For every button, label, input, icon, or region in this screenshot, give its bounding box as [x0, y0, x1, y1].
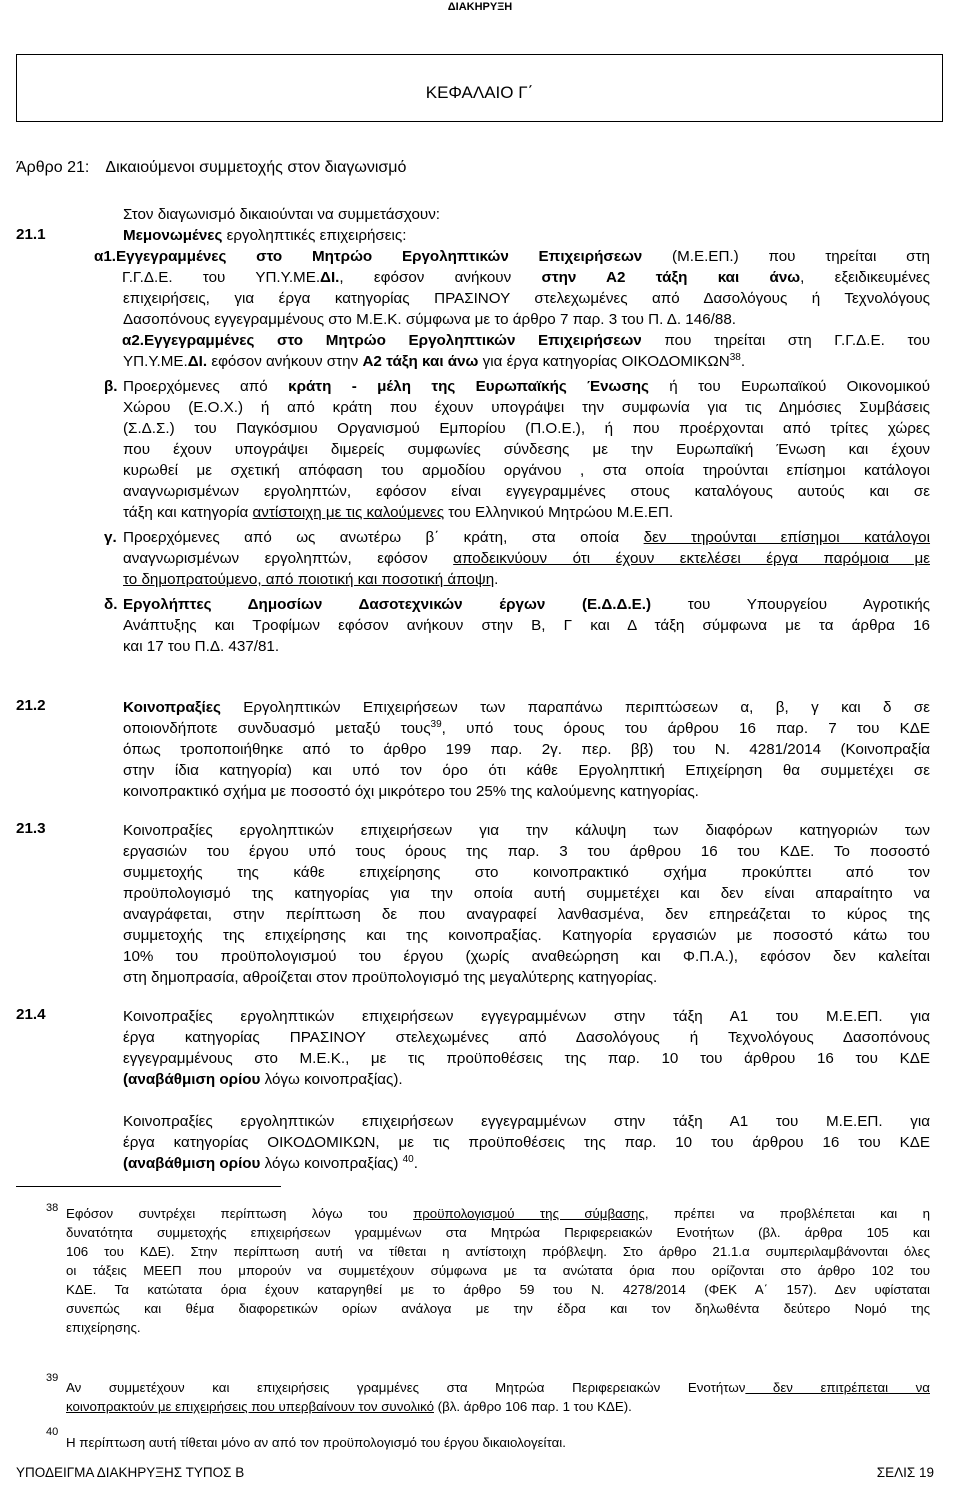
- s213-line1: Κοινοπραξίες εργοληπτικών επιχειρήσεων για την κάλυψη των διαφόρων κατηγοριών των: [123, 822, 930, 839]
- s213-line5: αναγράφεται, στην περίπτωση δε που αναγραφεί λανθασμένα, δεν επηρεάζεται το κύρος της: [123, 906, 930, 923]
- s211-a2-line2: ΥΠ.Υ.ΜΕ.ΔΙ. εφόσον ανήκουν στην Α2 τάξη και άνω για έργα κατηγορίας ΟΙΚΟΔΟΜΙΚΩΝ$^{38}$.: [123, 351, 746, 370]
- footnote-separator: [16, 1186, 281, 1187]
- s214-p1-line1: Κοινοπραξίες εργοληπτικών επιχειρήσεων εγγεγραμμένων στην τάξη Α1 του Μ.Ε.ΕΠ. για: [123, 1008, 930, 1025]
- s214-p2-line2: έργα κατηγορίας ΟΙΚΟΔΟΜΙΚΩΝ, με τις προϋποθέσεις της παρ. 10 του άρθρου 16 του ΚΔΕ: [123, 1134, 930, 1151]
- s213-line6: συμμετοχής της επιχείρησης και της κοινοπραξίας. Κατηγορία εργασιών με ποσοστό κάτω του: [123, 927, 930, 944]
- footnote-40: [66, 1433, 930, 1452]
- article-heading: [16, 159, 406, 177]
- article-number: Άρθρο 21:: [16, 159, 90, 176]
- chapter-box: [16, 54, 943, 122]
- f38-line3: 106 του ΚΔΕ). Στην περίπτωση αυτή να τίθεται η αντίστοιχη πρόβλεψη. Στο άρθρο 21.1.α συμπεριλαμβάνονται όλες: [66, 1244, 930, 1259]
- f39-line1: Αν συμμετέχουν και επιχειρήσεις γραμμένες στα Μητρώα Περιφερειακών Ενοτήτων δεν επιτρέπεται να: [66, 1380, 930, 1395]
- f39-line2: κοινοπρακτούν με επιχειρήσεις που υπερβαίνουν τον συνολικό (βλ. άρθρο 106 παρ. 1 του ΚΔΕ).: [66, 1399, 632, 1414]
- s212-line3: όπως τροποποιήθηκε από το άρθρο 199 παρ. 2γ. περ. ββ) του Ν. 4281/2014 (Κοινοπραξία: [123, 741, 930, 758]
- s211-a1-line2: Γ.Γ.Δ.Ε. του ΥΠ.Υ.ΜΕ.ΔΙ., εφόσον ανήκουν στην Α2 τάξη και άνω, εξειδικευμένες: [122, 269, 931, 286]
- section-21-1-rest: [104, 351, 931, 657]
- s214-p2-line3: (αναβάθμιση ορίου λόγω κοινοπραξίας) $^{40}$.: [123, 1153, 418, 1172]
- s213-line2: εργασιών του έργου υπό τους όρους της παρ. 3 του άρθρου 16 του ΚΔΕ. Το ποσοστό: [123, 843, 930, 860]
- section-number-21-2: 21.2: [16, 697, 46, 714]
- s211-g-line2: αναγνωρισμένων εργοληπτών, εφόσον αποδεικνύουν ότι έχουν εκτελέσει έργα παρόμοια με: [123, 550, 930, 567]
- page-number: ΣΕΛΙΣ 19: [876, 1465, 934, 1480]
- section-21-1-a2: [122, 330, 930, 351]
- section-number-21-4: 21.4: [16, 1006, 46, 1023]
- footnote-39: [66, 1378, 930, 1416]
- s211-a2-line1: α2.Εγγεγραμμένες στο Μητρώο Εργοληπτικών Επιχειρήσεων που τηρείται στη Γ.Γ.Δ.Ε. του: [122, 332, 930, 349]
- s212-line4: στην ίδια κατηγορία) και υπό τον όρο ότι κάθε Εργοληπτική Επιχείρηση θα συμμετέχει σε: [123, 762, 930, 779]
- s211-a1-line3: επιχειρήσεις, για έργα κατηγορίας ΠΡΑΣΙΝΟΥ στελεχωμένες από Δασολόγους ή Τεχνολόγους: [123, 290, 930, 307]
- s213-line7: 10% του προϋπολογισμού του έργου (χωρίς αναθεώρηση και Φ.Π.Α.), εφόσον δεν καλείται: [123, 948, 930, 965]
- s212-line5: κοινοπρακτικό σχήμα με ποσοστό όχι μικρότερο του 25% της καλούμενης κατηγορίας.: [123, 783, 699, 800]
- f38-line5: ΚΔΕ. Τα κατώτατα όρια έχουν καταργηθεί με το άρθρο 59 του Ν. 4278/2014 (ΦΕΚ Α΄ 157). Δεν υφίσταται: [66, 1282, 930, 1297]
- chapter-title: ΚΕΦΑΛΑΙΟ Γ΄: [425, 83, 534, 102]
- s214-p1-line2: έργα κατηγορίας ΠΡΑΣΙΝΟΥ στελεχωμένες από Δασολόγους ή Τεχνολόγους Δασοπόνους: [123, 1029, 930, 1046]
- section-21-3: [123, 820, 930, 988]
- s214-p1-line4: (αναβάθμιση ορίου λόγω κοινοπραξίας).: [123, 1071, 403, 1088]
- document-header: ΔΙΑΚΗΡΥΞΗ: [447, 1, 513, 13]
- section-21-2: [123, 697, 930, 802]
- f38-line7: επιχείρησης.: [66, 1320, 141, 1335]
- s212-line2: οποιονδήποτε συνδυασμό μεταξύ τους$^{39}$, υπό τους όρους του άρθρου 16 παρ. 7 του ΚΔΕ: [123, 718, 930, 737]
- section-21-1: [94, 204, 931, 330]
- s214-p2-line1: Κοινοπραξίες εργοληπτικών επιχειρήσεων εγγεγραμμένων στην τάξη Α1 του Μ.Ε.ΕΠ. για: [123, 1113, 930, 1130]
- footnote-38-number: 38: [46, 1202, 59, 1214]
- f38-line1: Εφόσον συντρέχει περίπτωση λόγω του προϋπολογισμού της σύμβασης, πρέπει να προβλέπεται και η: [66, 1206, 930, 1221]
- s214-p1-line3: εγγεγραμμένους στο Μ.Ε.Κ., με τις προϋποθέσεις της παρ. 10 του άρθρου 16 του ΚΔΕ: [123, 1050, 930, 1067]
- footnote-39-number: 39: [46, 1372, 59, 1384]
- s211-b-line5: κυρωθεί με σχετική απόφαση του αρμοδίου οργάνου , στα οποία τηρούνται επίσημοι κατάλογοι: [123, 462, 930, 479]
- section-number-21-1: 21.1: [16, 226, 46, 243]
- f40-line1: Η περίπτωση αυτή τίθεται μόνο αν από τον προϋπολογισμό του έργου δικαιολογείται.: [66, 1435, 566, 1450]
- s211-b-line1: β. Προερχόμενες από κράτη - μέλη της Ευρωπαϊκής Ένωσης ή του Ευρωπαϊκού Οικονομικού: [104, 378, 930, 395]
- s212-line1: Κοινοπραξίες Εργοληπτικών Επιχειρήσεων των παραπάνω περιπτώσεων α, β, γ και δ σε: [123, 699, 930, 716]
- s211-d-line1: δ. Εργολήπτες Δημοσίων Δασοτεχνικών έργων (Ε.Δ.Δ.Ε.) του Υπουργείου Αγροτικής: [104, 596, 930, 613]
- s211-b-line2: Χώρου (Ε.Ο.Χ.) ή από κράτη που έχουν υπογράψει την συμφωνία για τις Δημόσιες Συμβάσεις: [123, 399, 930, 416]
- s213-line3: συμμετοχής της κάθε επιχείρησης στο κοινοπρακτικό σχήμα προκύπτει από τον: [123, 864, 930, 881]
- s211-a1-line1: α1.Εγγεγραμμένες στο Μητρώο Εργοληπτικών Επιχειρήσεων (Μ.Ε.ΕΠ.) που τηρείται στη: [94, 248, 930, 265]
- f38-line4: οι τάξεις ΜΕΕΠ που μπορούν να συμμετέχουν σύμφωνα με τα ανώτατα όρια που ορίζονται στο άρθρο 102 του: [66, 1263, 930, 1278]
- s211-b-line7: τάξη και κατηγορία αντίστοιχη με τις καλούμενες του Ελληνικού Μητρώου Μ.Ε.ΕΠ.: [123, 504, 674, 521]
- section-number-21-3: 21.3: [16, 820, 46, 837]
- s211-b-line3: (Σ.Δ.Σ.) του Παγκόσμιου Οργανισμού Εμπορίου (Π.Ο.Ε.), ή που προέρχονται από τρίτες χώρες: [123, 420, 930, 437]
- s211-d-line3: και 17 του Π.Δ. 437/81.: [123, 638, 280, 655]
- s213-line4: προϋπολογισμό της κατηγορίας για την οποία αυτή συμμετέχει και δεν είναι απαραίτητο να: [123, 885, 930, 902]
- s211-g-line1: γ. Προερχόμενες από ως ανωτέρω β΄ κράτη, στα οποία δεν τηρούνται επίσημοι κατάλογοι: [104, 529, 931, 546]
- s211-b-line6: αναγνωρισμένων εργοληπτών, εφόσον είναι εγγεγραμμένες στους καταλόγους αυτούς και σε: [123, 483, 930, 500]
- footnote-38: [66, 1204, 930, 1337]
- footnote-40-number: 40: [46, 1426, 59, 1438]
- f38-line6: συνεπώς και θέμα διαφορετικών ορίων ανάλογα με την έδρα και τον δηλωθέντα δεύτερο Νομό της: [66, 1301, 930, 1316]
- section-21-4: [123, 1006, 930, 1174]
- article-title: Δικαιούμενοι συμμετοχής στον διαγωνισμό: [105, 159, 407, 176]
- s211-d-line2: Ανάπτυξης και Τροφίμων εφόσον ανήκουν στην Β, Γ και Δ τάξη σύμφωνα με τα άρθρα 16: [123, 617, 930, 634]
- s211-a1-line4: Δασοπόνους εγγεγραμμένους στο Μ.Ε.Κ. σύμφωνα με το άρθρο 7 παρ. 3 του Π. Δ. 146/88.: [123, 311, 736, 328]
- footer-left: ΥΠΟΔΕΙΓΜΑ ΔΙΑΚΗΡΥΞΗΣ ΤΥΠΟΣ Β: [16, 1465, 245, 1480]
- s211-intro: Στον διαγωνισμό δικαιούνται να συμμετάσχουν:: [123, 206, 441, 223]
- s211-b-line4: που έχουν υπογράψει διμερείς συμφωνίες σύνδεσης με την Ευρωπαϊκή Ένωση και έχουν: [123, 441, 930, 458]
- s211-sole: Μεμονωμένες εργοληπτικές επιχειρήσεις:: [123, 227, 407, 244]
- f38-line2: δυνατότητα συμμετοχής επιχειρήσεων γραμμένων στα Μητρώα Περιφερειακών Ενοτήτων (βλ. άρθρα 105 και: [66, 1225, 930, 1240]
- s213-line8: στη δημοπρασία, αθροίζεται στον προϋπολογισμό της μεγαλύτερης κατηγορίας.: [123, 969, 658, 986]
- s211-g-line3: το δημοπρατούμενο, από ποιοτική και ποσοτική άποψη.: [123, 571, 499, 588]
